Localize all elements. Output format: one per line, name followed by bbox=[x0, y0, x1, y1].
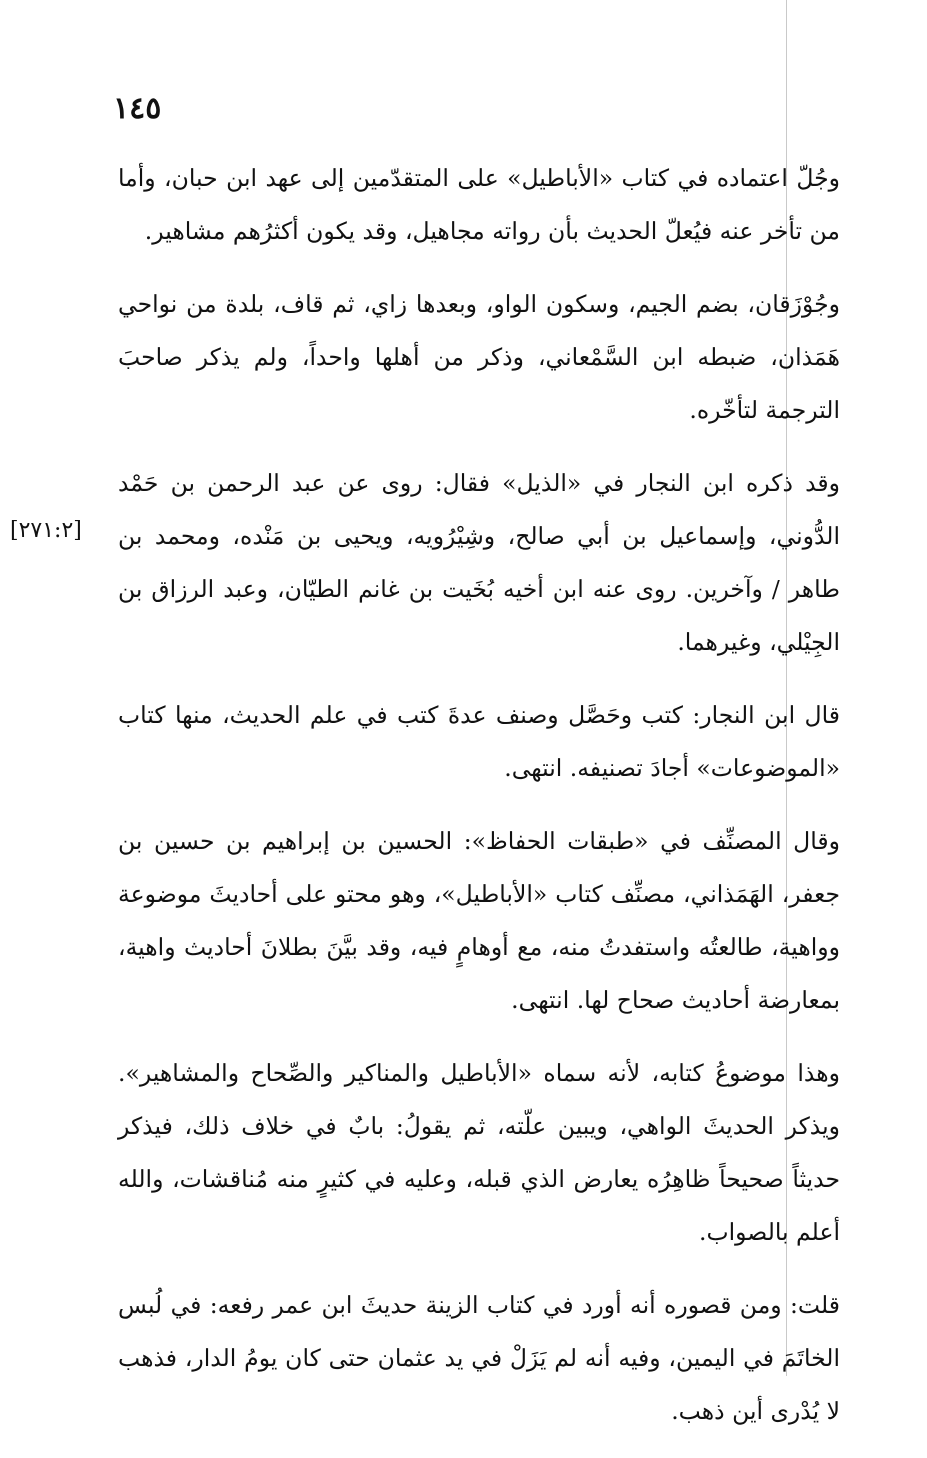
paragraph-7: قلت: ومن قصوره أنه أورد في كتاب الزينة حديثَ ابن عمر رفعه: في لُبس الخاتَمَ في اليمين، وفيه أنه لم يَزَلْ في يد عثمان حتى كان يومُ الدار، فذهب لا يُدْرى أين ذهب. bbox=[118, 1291, 840, 1425]
paragraph-2: وجُوْزَقان، بضم الجيم، وسكون الواو، وبعدها زاي، ثم قاف، بلدة من نواحي هَمَذان، ضبطه ابن السَّمْعاني، وذكر من أهلها واحداً، ولم يذكر صاحبَ الترجمة لتأخّره. bbox=[118, 290, 840, 424]
margin-reference: [٢٧١:٢] bbox=[10, 518, 82, 543]
paragraph-3: وقد ذكره ابن النجار في «الذيل» فقال: روى عن عبد الرحمن بن حَمْد الدُّوني، وإسماعيل بن أبي صالح، وشِيْرُويه، ويحيى بن مَنْده، ومحمد بن طاهر / وآخرين. روى عنه ابن أخيه بُخَيت بن غانم الطيّان، وعبد الرزاق بن الجِيْلي، وغيرهما. bbox=[118, 469, 840, 656]
page-number: ١٤٥ bbox=[113, 91, 162, 126]
paragraph-1: وجُلّ اعتماده في كتاب «الأباطيل» على المتقدّمين إلى عهد ابن حبان، وأما من تأخر عنه فيُعلّ الحديث بأن رواته مجاهيل، وقد يكون أكثرُهم مشاهير. bbox=[118, 164, 840, 245]
paragraph-5: وقال المصنِّف في «طبقات الحفاظ»: الحسين بن إبراهيم بن حسين بن جعفر، الهَمَذاني، مصنِّف كتاب «الأباطيل»، وهو محتو على أحاديثَ موضوعة وواهية، طالعتُه واستفدتُ منه، مع أوهامٍ فيه، وقد بيَّنَ بطلانَ أحاديث واهية، بمعارضة أحاديث صحاح لها. انتهى. bbox=[118, 827, 840, 1014]
paragraph-6: وهذا موضوعُ كتابه، لأنه سماه «الأباطيل والمناكير والصِّحاح والمشاهير». ويذكر الحديثَ الواهي، ويبين علّته، ثم يقولُ: بابٌ في خلاف ذلك، فيذكر حديثاً صحيحاً ظاهِرُه يعارض الذي قبله، وعليه في كثيرٍ منه مُناقشات، والله أعلم بالصواب. bbox=[118, 1059, 840, 1246]
page-body bbox=[118, 152, 840, 1458]
paragraph-4: قال ابن النجار: كتب وحَصَّل وصنف عدةَ كتب في علم الحديث، منها كتاب «الموضوعات» أجادَ تصنيفه. انتهى. bbox=[118, 701, 840, 782]
